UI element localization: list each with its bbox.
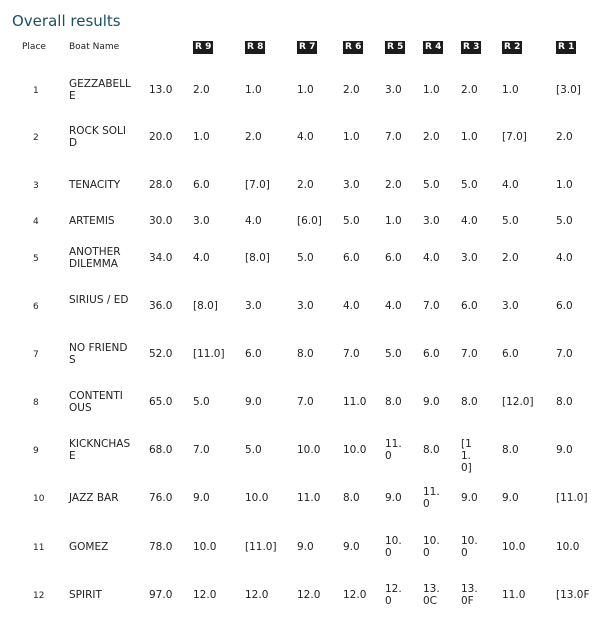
race-score: 6.0 bbox=[385, 252, 402, 264]
race-score: 3.0 bbox=[297, 300, 314, 312]
race-score: [7.0] bbox=[502, 131, 527, 143]
race-score: [7.0] bbox=[245, 179, 270, 191]
row-total: 76.0 bbox=[149, 492, 173, 504]
row-place: 8 bbox=[33, 398, 39, 408]
row-boat-name: KICKNCHASE bbox=[69, 438, 131, 462]
race-score: 7.0 bbox=[461, 348, 478, 360]
race-score: 4.0 bbox=[423, 252, 440, 264]
race-score: 1.0 bbox=[193, 131, 210, 143]
race-score: 2.0 bbox=[245, 131, 262, 143]
header-race-r4: R 4 bbox=[425, 42, 442, 52]
race-score: 4.0 bbox=[343, 300, 360, 312]
race-score: 9.0 bbox=[461, 492, 478, 504]
race-score: 9.0 bbox=[502, 492, 519, 504]
race-score: 11.0 bbox=[385, 438, 402, 462]
race-score: 10.0 bbox=[502, 541, 526, 553]
row-place: 1 bbox=[33, 86, 39, 96]
race-score: 12.0 bbox=[297, 589, 321, 601]
race-score: 2.0 bbox=[423, 131, 440, 143]
header-race-r3: R 3 bbox=[463, 42, 480, 52]
header-boat-name: Boat Name bbox=[69, 42, 120, 52]
race-score: 4.0 bbox=[556, 252, 573, 264]
race-score: 8.0 bbox=[423, 444, 440, 456]
race-score: 5.0 bbox=[502, 215, 519, 227]
row-total: 97.0 bbox=[149, 589, 173, 601]
row-place: 9 bbox=[33, 446, 39, 456]
row-place: 12 bbox=[33, 591, 45, 601]
race-score: 2.0 bbox=[502, 252, 519, 264]
race-score: 10.0 bbox=[343, 444, 367, 456]
race-score: 1.0 bbox=[461, 131, 478, 143]
race-score: 12.0 bbox=[385, 583, 402, 607]
race-score: 10.0 bbox=[193, 541, 217, 553]
row-place: 2 bbox=[33, 133, 39, 143]
race-score: [11.0] bbox=[461, 438, 472, 474]
race-score: 10.0 bbox=[423, 535, 440, 559]
race-score: 5.0 bbox=[193, 396, 210, 408]
race-score: 9.0 bbox=[193, 492, 210, 504]
row-boat-name: CONTENTIOUS bbox=[69, 390, 123, 414]
race-score: 13.0C bbox=[423, 583, 440, 607]
race-score: 5.0 bbox=[343, 215, 360, 227]
race-score: 2.0 bbox=[297, 179, 314, 191]
race-score: 1.0 bbox=[297, 84, 314, 96]
race-score: 8.0 bbox=[502, 444, 519, 456]
race-score: 4.0 bbox=[502, 179, 519, 191]
race-score: 1.0 bbox=[385, 215, 402, 227]
header-place: Place bbox=[22, 42, 46, 52]
race-score: 2.0 bbox=[385, 179, 402, 191]
row-boat-name: JAZZ BAR bbox=[69, 492, 119, 504]
race-score: 11.0 bbox=[343, 396, 367, 408]
race-score: 4.0 bbox=[297, 131, 314, 143]
race-score: 12.0 bbox=[245, 589, 269, 601]
header-race-r7: R 7 bbox=[299, 42, 316, 52]
race-score: 2.0 bbox=[556, 131, 573, 143]
race-score: [11.0] bbox=[556, 492, 588, 504]
race-score: 6.0 bbox=[502, 348, 519, 360]
header-race-r1: R 1 bbox=[558, 42, 575, 52]
row-boat-name: TENACITY bbox=[69, 179, 121, 191]
race-score: 6.0 bbox=[245, 348, 262, 360]
row-place: 7 bbox=[33, 350, 39, 360]
race-score: 8.0 bbox=[461, 396, 478, 408]
row-boat-name: ANOTHER DILEMMA bbox=[69, 246, 121, 270]
race-score: 10.0 bbox=[385, 535, 402, 559]
header-race-r8: R 8 bbox=[247, 42, 264, 52]
race-score: 9.0 bbox=[385, 492, 402, 504]
race-score: [11.0] bbox=[245, 541, 277, 553]
row-boat-name: GOMEZ bbox=[69, 541, 109, 553]
race-score: 10.0 bbox=[461, 535, 478, 559]
race-score: 10.0 bbox=[297, 444, 321, 456]
row-boat-name: SIRIUS / ED bbox=[69, 294, 129, 306]
race-score: 3.0 bbox=[423, 215, 440, 227]
race-score: 5.0 bbox=[297, 252, 314, 264]
race-score: 6.0 bbox=[461, 300, 478, 312]
row-place: 6 bbox=[33, 302, 39, 312]
race-score: 11.0 bbox=[502, 589, 526, 601]
row-boat-name: ARTEMIS bbox=[69, 215, 115, 227]
row-boat-name: ROCK SOLID bbox=[69, 125, 126, 149]
row-place: 5 bbox=[33, 254, 39, 264]
row-place: 3 bbox=[33, 181, 39, 191]
race-score: 8.0 bbox=[556, 396, 573, 408]
race-score: 7.0 bbox=[556, 348, 573, 360]
race-score: 9.0 bbox=[245, 396, 262, 408]
race-score: 8.0 bbox=[343, 492, 360, 504]
race-score: 4.0 bbox=[245, 215, 262, 227]
race-score: 12.0 bbox=[343, 589, 367, 601]
race-score: 3.0 bbox=[193, 215, 210, 227]
race-score: 13.0F bbox=[461, 583, 478, 607]
race-score: 3.0 bbox=[245, 300, 262, 312]
race-score: 9.0 bbox=[343, 541, 360, 553]
race-score: 7.0 bbox=[423, 300, 440, 312]
race-score: 8.0 bbox=[297, 348, 314, 360]
header-race-r6: R 6 bbox=[345, 42, 362, 52]
row-total: 52.0 bbox=[149, 348, 173, 360]
header-race-r9: R 9 bbox=[195, 42, 212, 52]
race-score: 1.0 bbox=[245, 84, 262, 96]
race-score: 6.0 bbox=[556, 300, 573, 312]
header-race-r2: R 2 bbox=[504, 42, 521, 52]
race-score: 9.0 bbox=[423, 396, 440, 408]
race-score: 1.0 bbox=[343, 131, 360, 143]
race-score: 6.0 bbox=[423, 348, 440, 360]
row-total: 36.0 bbox=[149, 300, 173, 312]
row-total: 30.0 bbox=[149, 215, 173, 227]
race-score: 3.0 bbox=[343, 179, 360, 191]
race-score: 2.0 bbox=[461, 84, 478, 96]
race-score: 9.0 bbox=[297, 541, 314, 553]
row-boat-name: NO FRIENDS bbox=[69, 342, 128, 366]
race-score: [8.0] bbox=[193, 300, 218, 312]
race-score: 4.0 bbox=[193, 252, 210, 264]
race-score: 7.0 bbox=[385, 131, 402, 143]
race-score: 7.0 bbox=[343, 348, 360, 360]
race-score: 11.0 bbox=[423, 486, 440, 510]
row-boat-name: SPIRIT bbox=[69, 589, 102, 601]
row-place: 10 bbox=[33, 494, 45, 504]
row-total: 65.0 bbox=[149, 396, 173, 408]
row-place: 4 bbox=[33, 217, 39, 227]
row-total: 34.0 bbox=[149, 252, 173, 264]
race-score: 1.0 bbox=[556, 179, 573, 191]
row-boat-name: GEZZABELLE bbox=[69, 78, 131, 102]
race-score: 2.0 bbox=[343, 84, 360, 96]
row-total: 20.0 bbox=[149, 131, 173, 143]
race-score: 3.0 bbox=[385, 84, 402, 96]
race-score: 1.0 bbox=[502, 84, 519, 96]
race-score: 6.0 bbox=[193, 179, 210, 191]
race-score: 5.0 bbox=[423, 179, 440, 191]
race-score: 5.0 bbox=[245, 444, 262, 456]
race-score: 4.0 bbox=[385, 300, 402, 312]
race-score: 1.0 bbox=[423, 84, 440, 96]
race-score: 10.0 bbox=[245, 492, 269, 504]
race-score: [11.0] bbox=[193, 348, 225, 360]
race-score: 9.0 bbox=[556, 444, 573, 456]
race-score: 4.0 bbox=[461, 215, 478, 227]
race-score: 5.0 bbox=[556, 215, 573, 227]
race-score: [8.0] bbox=[245, 252, 270, 264]
row-place: 11 bbox=[33, 543, 45, 553]
row-total: 78.0 bbox=[149, 541, 173, 553]
race-score: 8.0 bbox=[385, 396, 402, 408]
header-race-r5: R 5 bbox=[387, 42, 404, 52]
race-score: [3.0] bbox=[556, 84, 581, 96]
race-score: [12.0] bbox=[502, 396, 534, 408]
row-total: 68.0 bbox=[149, 444, 173, 456]
race-score: 6.0 bbox=[343, 252, 360, 264]
race-score: [13.0F bbox=[556, 589, 590, 601]
race-score: 12.0 bbox=[193, 589, 217, 601]
race-score: 5.0 bbox=[461, 179, 478, 191]
race-score: 10.0 bbox=[556, 541, 580, 553]
row-total: 13.0 bbox=[149, 84, 173, 96]
race-score: 7.0 bbox=[297, 396, 314, 408]
page-title: Overall results bbox=[12, 12, 121, 30]
race-score: 11.0 bbox=[297, 492, 321, 504]
race-score: 3.0 bbox=[461, 252, 478, 264]
race-score: 2.0 bbox=[193, 84, 210, 96]
row-total: 28.0 bbox=[149, 179, 173, 191]
race-score: [6.0] bbox=[297, 215, 322, 227]
race-score: 7.0 bbox=[193, 444, 210, 456]
race-score: 3.0 bbox=[502, 300, 519, 312]
race-score: 5.0 bbox=[385, 348, 402, 360]
